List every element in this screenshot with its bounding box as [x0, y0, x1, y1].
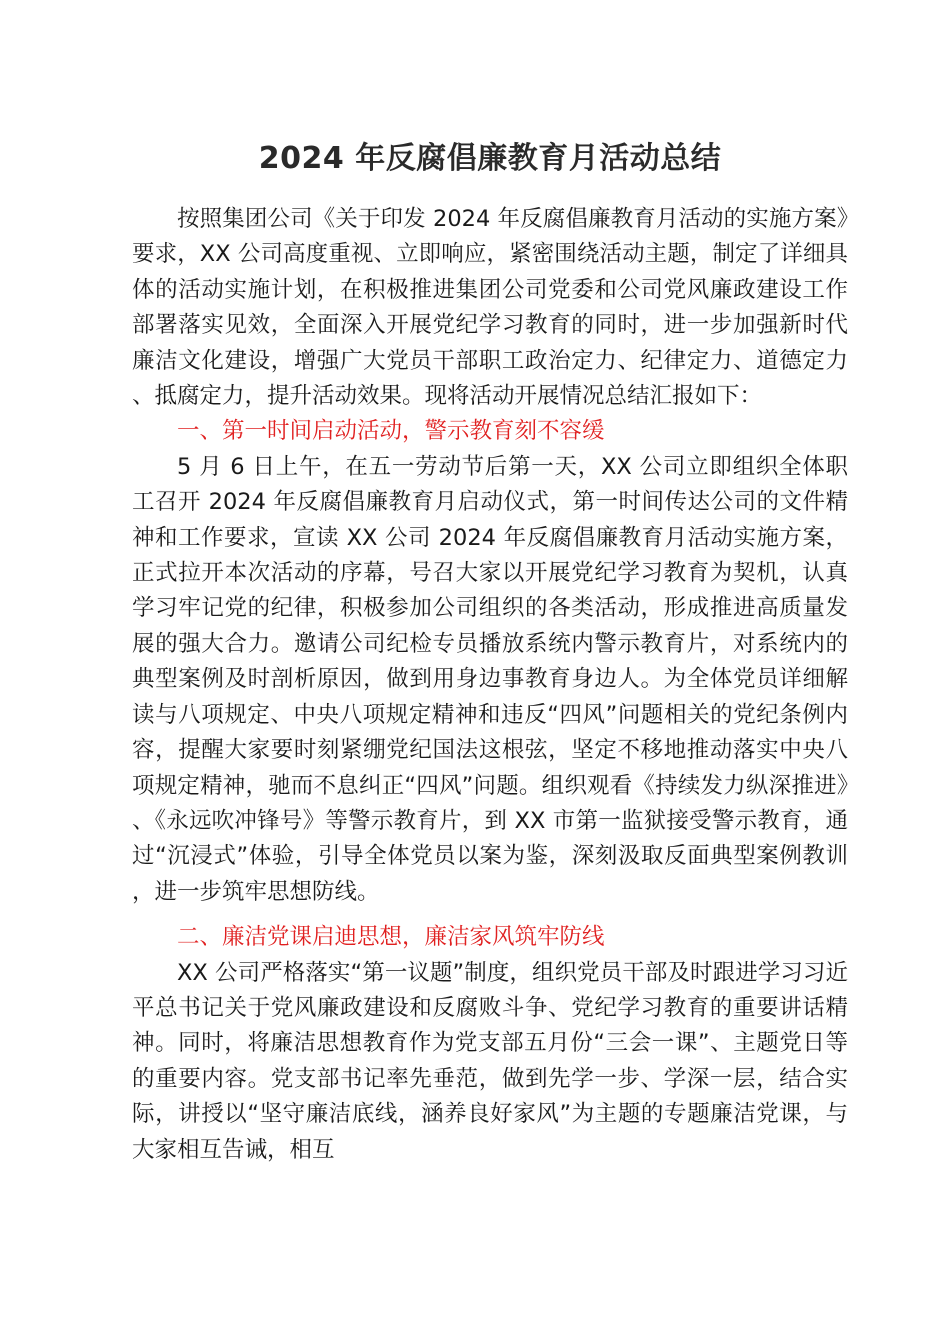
section-1-heading: 一、第一时间启动活动，警示教育刻不容缓 [177, 418, 605, 445]
intro-paragraph: 按照集团公司《关于印发 2024 年反腐倡廉教育月活动的实施方案》要求，XX 公司高度重视、立即响应，紧密围绕活动主题，制定了详细具体的活动实施计划，在积极推进集团公司党委和公司党风廉政建设工作部署落实见效，全面深入开展党纪学习教育的同时，进一步加强新时代廉洁文化建设，增强广大党员干部职工政治定力、纪律定力、道德定力、抵腐定力，提升活动效果。现将活动开展情况总结汇报如下： [132, 206, 848, 410]
section-1-paragraph: 5 月 6 日上午，在五一劳动节后第一天，XX 公司立即组织全体职工召开 2024 年反腐倡廉教育月启动仪式，第一时间传达公司的文件精神和工作要求，宣读 XX 公司 2024 年反腐倡廉教育月活动实施方案，正式拉开本次活动的序幕，号召大家以开展党纪学习教育为契机，认真学习牢记党的纪律，积极参加公司组织的各类活动，形成推进高质量发展的强大合力。邀请公司纪检专员播放系统内警示教育片，对系统内的典型案例及时剖析原因，做到用身边事教育身边人。为全体党员详细解读与八项规定、中央八项规定精神和违反“四风”问题相关的党纪条例内容，提醒大家要时刻紧绷党纪国法这根弦，坚定不移地推动落实中央八项规定精神，驰而不息纠正“四风”问题。组织观看《持续发力纵深推进》、《永远吹冲锋号》等警示教育片，到 XX 市第一监狱接受警示教育，通过“沉浸式”体验，引导全体党员以案为鉴，深刻汲取反面典型案例教训，进一步筑牢思想防线。 [132, 453, 848, 905]
document-title: 2024 年反腐倡廉教育月活动总结 [258, 141, 722, 176]
document-content [132, 136, 848, 1168]
section-2-paragraph: XX 公司严格落实“第一议题”制度，组织党员干部及时跟进学习习近平总书记关于党风廉政建设和反腐败斗争、党纪学习教育的重要讲话精神。同时，将廉洁思想教育作为党支部五月份“三会一课”、主题党日等的重要内容。党支部书记率先垂范，做到先学一步、学深一层，结合实际，讲授以“坚守廉洁底线，涵养良好家风”为主题的专题廉洁党课，与大家相互告诫，相互 [132, 959, 848, 1163]
section-2-heading: 二、廉洁党课启迪思想，廉洁家风筑牢防线 [177, 924, 605, 951]
